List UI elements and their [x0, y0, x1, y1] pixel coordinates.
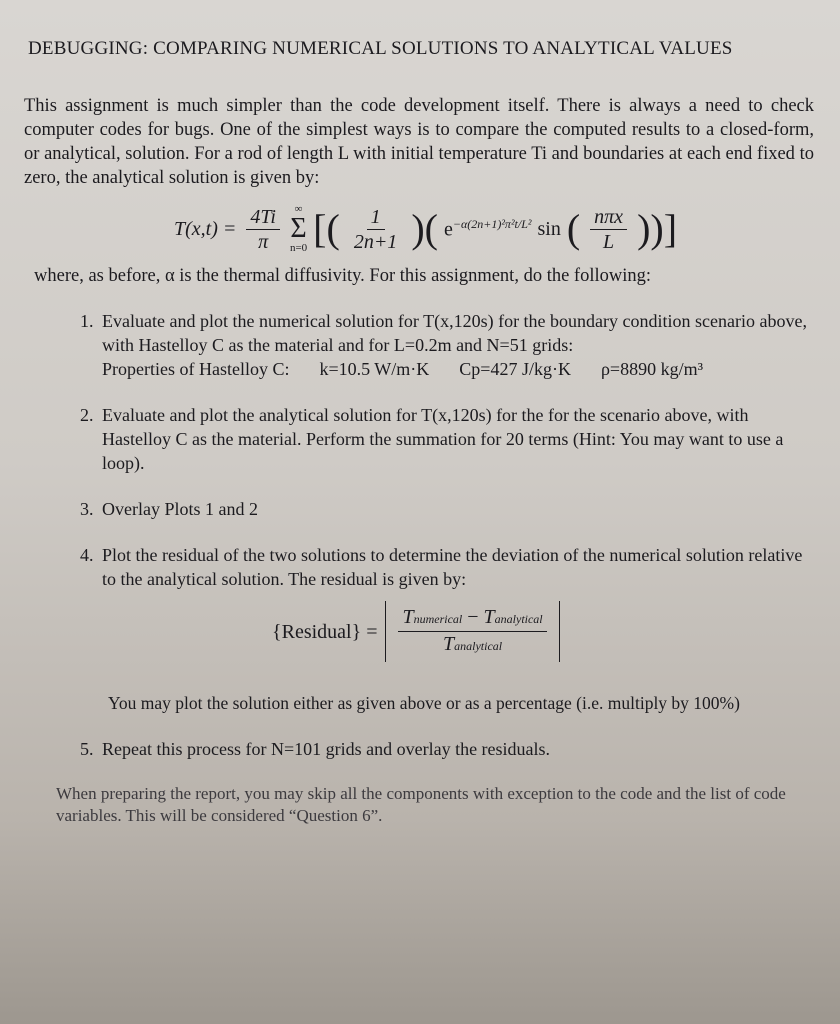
list-item — [98, 403, 814, 475]
equation-term1 — [350, 205, 402, 254]
coef-numerator: 4Ti — [246, 205, 280, 230]
closing-note: When preparing the report, you may skip all the components with exception to the code and the list of code variables. This will be considered “Question 6”. — [56, 784, 786, 825]
residual-lhs: {Residual} = — [272, 620, 378, 643]
residual-fraction — [398, 605, 546, 658]
item-4-text: Plot the residual of the two solutions to determine the deviation of the numerical solution relative to the analytical solution. The residual is given by: — [102, 545, 803, 589]
t-numerical-sub: numerical — [413, 612, 463, 626]
sin-function: sin — [537, 217, 561, 240]
residual-equation — [272, 601, 814, 662]
prop-k: k=10.5 W/m·K — [319, 359, 430, 379]
residual-denominator — [439, 632, 506, 658]
equation-coefficient — [246, 205, 280, 254]
t-analytical: T — [483, 606, 495, 628]
sin-argument — [590, 205, 627, 254]
t-analytical-den: T — [443, 633, 455, 655]
summation-symbol: ∞ Σ n=0 — [289, 203, 308, 254]
item-2-text: Evaluate and plot the analytical solution for T(x,120s) for the for the scenario above, with Hastelloy C as the material. Perform the summation for 20 terms (Hint: You may want to use a loop). — [102, 405, 784, 473]
page-title: DEBUGGING: COMPARING NUMERICAL SOLUTIONS TO ANALYTICAL VALUES — [28, 38, 733, 59]
minus-sign: − — [467, 606, 479, 628]
prop-rho: ρ=8890 kg/m³ — [600, 359, 703, 379]
sin-denominator: L — [603, 230, 615, 253]
item-3-text: Overlay Plots 1 and 2 — [102, 499, 258, 519]
exponential-term — [444, 217, 532, 242]
equation-lhs: T(x,t) = — [174, 217, 237, 240]
sum-lower-limit: n=0 — [289, 242, 308, 254]
list-item — [98, 309, 814, 381]
term1-numerator: 1 — [367, 205, 385, 230]
where-text: where, as before, α is the thermal diffusivity. For this assignment, do the following: — [34, 266, 652, 286]
residual-absolute — [385, 601, 559, 662]
list-item — [98, 497, 814, 521]
task-list — [68, 309, 814, 761]
exp-base: e — [443, 218, 453, 241]
t-numerical: T — [402, 606, 414, 628]
residual-note: You may plot the solution either as given above or as a percentage (i.e. multiply by 100%) — [108, 693, 740, 713]
t-analytical-den-sub: analytical — [454, 639, 503, 653]
item-5-text: Repeat this process for N=101 grids and overlay the residuals. — [102, 739, 551, 759]
residual-numerator — [398, 605, 546, 632]
list-item — [98, 543, 814, 715]
intro-paragraph: This assignment is much simpler than the code development itself. There is always a need to check computer codes for bugs. One of the simplest ways is to compare the computed results to a closed-form, or analytical, solution. For a rod of length L with initial temperature Ti and boundaries at each end fixed to zero, the analytical solution is given by: — [24, 96, 814, 188]
sin-numerator: nπx — [590, 205, 627, 230]
props-label: Properties of Hastelloy C: — [102, 359, 290, 379]
term1-denominator: 2n+1 — [353, 230, 398, 253]
exp-exponent: −α(2n+1)²π²t/L² — [452, 216, 532, 231]
material-properties — [102, 357, 814, 381]
sum-upper-limit: ∞ — [294, 203, 303, 215]
t-analytical-sub: analytical — [494, 612, 543, 626]
item-1-text: Evaluate and plot the numerical solution for T(x,120s) for the boundary condition scenario above, with Hastelloy C as the material and for L=0.2m and N=51 grids: — [102, 311, 807, 355]
analytical-equation: T(x,t) = $\frac{4Ti}{\pi}$ ∞ Σ n=0 [( $\frac{1}{2n+1}$ )( $e^{-\alpha(2n+1)^2\pi^2t/L^2}$ sin ( $\frac{\text{nπx}}{L}$ ))] — [174, 203, 678, 254]
list-item — [98, 737, 814, 761]
prop-cp: Cp=427 J/kg·K — [459, 359, 571, 379]
coef-denominator: π — [258, 230, 269, 253]
